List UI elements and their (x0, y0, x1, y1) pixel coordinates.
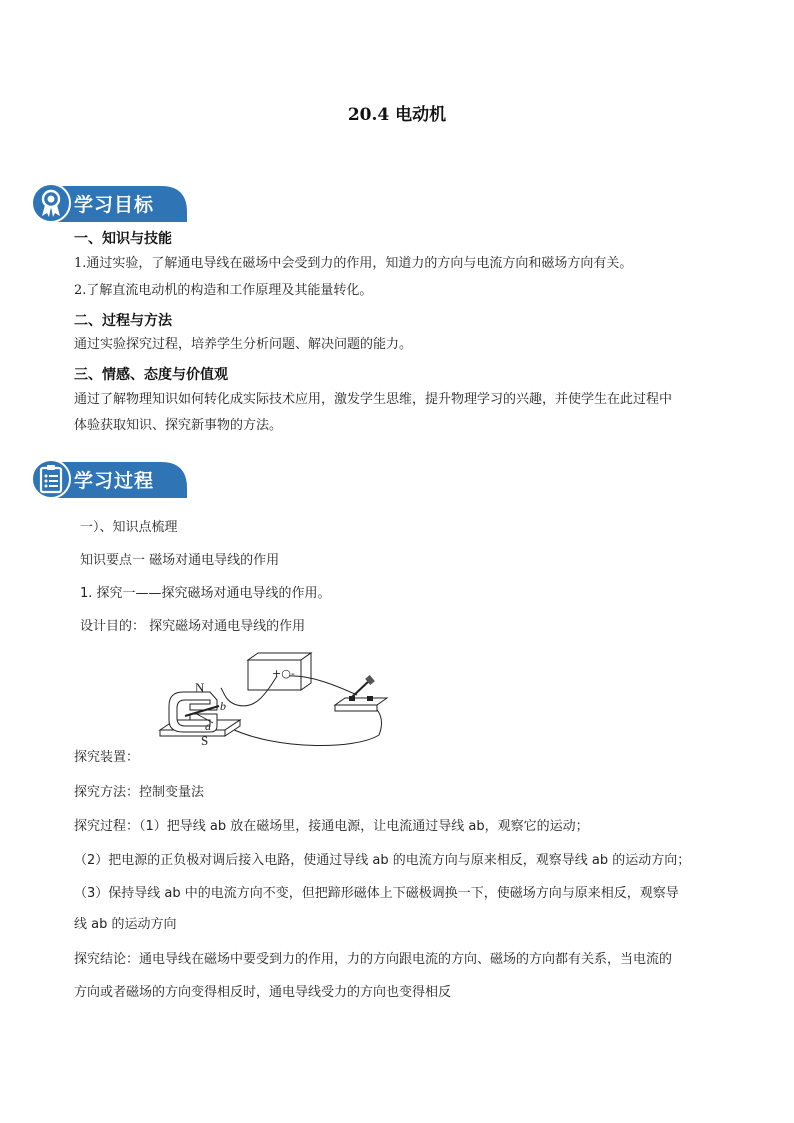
objective-2: 2.了解直流电动机的构造和工作原理及其能量转化。 (74, 283, 373, 298)
section-banner-objectives (31, 182, 187, 224)
south-pole-label: S (201, 733, 209, 748)
conclusion-a: 探究结论：通电导线在磁场中要受到力的作用，力的方向跟电流的方向、磁场的方向都有关系，当电流的 (74, 952, 673, 967)
page-title: 20.4 电动机 (347, 105, 447, 125)
experiment-apparatus-diagram (155, 650, 395, 754)
apparatus-label: 探究装置： (74, 750, 140, 765)
terminal-b-label: b (220, 699, 226, 713)
banner-label: 学习过程 (74, 470, 155, 492)
conclusion-b: 方向或者磁场的方向变得相反时，通电导线受力的方向也变得相反 (74, 985, 452, 1000)
process-step-1: 探究过程：（1）把导线 ab 放在磁场里，接通电源，让电流通过导线 ab，观察它的运动； (74, 819, 589, 834)
section-knowledge-review: 一）、知识点梳理 (80, 520, 178, 535)
inquiry-one: 1. 探究一——探究磁场对通电导线的作用。 (80, 586, 331, 601)
objective-4b: 体验获取知识、探究新事物的方法。 (74, 418, 283, 433)
battery-box (248, 653, 311, 690)
method-text: 探究方法：控制变量法 (74, 785, 205, 800)
terminal-a-label: a (205, 719, 211, 733)
heading-values: 三、情感、态度与价值观 (74, 367, 228, 383)
objective-3: 通过实验探究过程，培养学生分析问题、解决问题的能力。 (74, 337, 413, 352)
key-point-one: 知识要点一 磁场对通电导线的作用 (80, 553, 280, 568)
heading-process-method: 二、过程与方法 (74, 313, 172, 329)
banner-label: 学习目标 (74, 194, 155, 216)
horseshoe-magnet (160, 680, 240, 748)
section-banner-process (31, 458, 187, 500)
heading-knowledge: 一、知识与技能 (74, 231, 172, 247)
objective-1: 1.通过实验，了解通电导线在磁场中会受到力的作用，知道力的方向与电流方向和磁场方向有关。 (74, 256, 633, 271)
objective-4a: 通过了解物理知识如何转化成实际技术应用，激发学生思维，提升物理学习的兴趣，并使学生在此过程中 (74, 392, 673, 407)
process-step-3a: （3）保持导线 ab 中的电流方向不变，但把蹄形磁体上下磁极调换一下，使磁场方向与原来相反，观察导 (74, 886, 679, 901)
knife-switch (335, 675, 387, 711)
process-step-2: （2）把电源的正负极对调后接入电路，使通过导线 ab 的电流方向与原来相反，观察导线 ab 的运动方向； (74, 853, 691, 868)
north-pole-label: N (195, 680, 205, 695)
battery-terminals-label: +○- (272, 667, 295, 680)
process-step-3b: 线 ab 的运动方向 (74, 917, 177, 932)
design-purpose: 设计目的： 探究磁场对通电导线的作用 (80, 619, 306, 634)
